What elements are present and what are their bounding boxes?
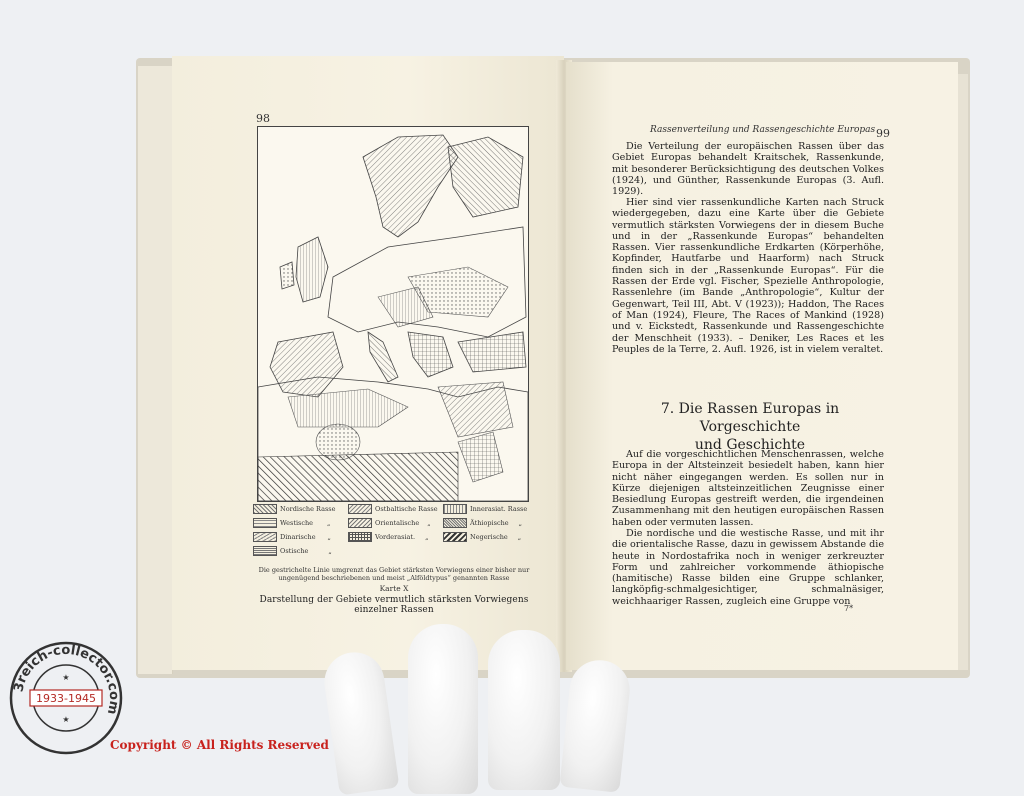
legend-swatch: [443, 532, 467, 542]
legend-item: [443, 518, 522, 528]
paragraph: Die nordische und die westische Rasse, und mit ihr die orientalische Rasse, dazu in gewissem Abstande die heute in Nordostafrika noch in weniger zerkreuzter Form und zahlreicher vorkommende äthiopische (hamitische) Rasse bilden eine Gruppe schlanker, langköpfig-schmalgesichtiger, schmalnäsiger, weichhaariger Rassen, zugleich eine Gruppe von: [612, 528, 884, 607]
section-heading: [610, 400, 890, 454]
legend-swatch: [348, 532, 372, 542]
legend-label: Negerische: [470, 533, 508, 541]
right-page-number: 99: [876, 127, 890, 140]
legend-label: Ostische: [280, 547, 309, 555]
map-legend: [253, 504, 537, 560]
copyright-notice: Copyright © All Rights Reserved: [110, 738, 329, 752]
legend-item: [348, 504, 438, 514]
map-caption: Die gestrichelte Linie umgrenzt das Gebiet stärksten Vorwiegens einer bisher nur ungenügend beschriebenen und meist „Alföldtypus“ genannten Rasse: [258, 566, 530, 582]
legend-swatch: [253, 504, 277, 514]
legend-item: [253, 546, 332, 556]
glove-finger: [408, 624, 478, 794]
legend-label: Ostbaltische Rasse: [375, 505, 438, 513]
legend-swatch: [443, 518, 467, 528]
legend-ditto: „: [425, 533, 429, 541]
legend-item: [253, 532, 331, 542]
legend-ditto: „: [518, 519, 522, 527]
section-heading-line: 7. Die Rassen Europas in Vorgeschichte: [660, 401, 840, 435]
glove-finger: [488, 630, 560, 790]
legend-label: Nordische Rasse: [280, 505, 336, 513]
map-label: Karte X: [379, 584, 409, 593]
left-page-number: 98: [256, 112, 270, 125]
legend-item: [253, 518, 330, 528]
stamp-years: 1933-1945: [36, 692, 96, 705]
legend-ditto: „: [327, 519, 331, 527]
signature-mark: 7*: [844, 604, 854, 613]
paragraph: Die Verteilung der europäischen Rassen über das Gebiet Europas behandelt Kraitschek, Rassenkunde, mit besonderer Berücksichtigung des deutschen Volkes (1924), und Günther, Rassenkunde Europas (3. Aufl. 1929).: [612, 141, 884, 198]
europe-race-map: [257, 126, 529, 502]
legend-swatch: [253, 518, 277, 528]
legend-label: Vorderasiat.: [375, 533, 416, 541]
legend-label: Westische: [280, 519, 314, 527]
legend-swatch: [253, 532, 277, 542]
legend-label: Dinarische: [280, 533, 316, 541]
legend-label: Innerasiat. Rasse: [470, 505, 528, 513]
legend-item: [348, 532, 428, 542]
legend-ditto: „: [327, 533, 331, 541]
legend-item: [253, 504, 335, 514]
legend-item: [443, 504, 527, 514]
map-title: Darstellung der Gebiete vermutlich stärksten Vorwiegens einzelner Rassen: [259, 595, 529, 615]
legend-item: [348, 518, 431, 528]
legend-ditto: „: [427, 519, 431, 527]
stamp-text: 3reich-collector.com: [11, 642, 122, 716]
section-heading-line: und Geschichte: [694, 437, 806, 453]
paragraph: Hier sind vier rassenkundliche Karten nach Struck wiedergegeben, dazu eine Karte über die Gebiete vermutlich stärksten Vorwiegens der in diesem Buche und in der „Rassenkunde Europas“ behandelten Rassen. Vier rassenkundliche Erdkarten (Körperhöhe, Kopfinder, Hautfarbe und Haarform) nach Struck finden sich in der „Rassenkunde Europas“. Für die Rassen der Erde vgl. Fischer, Spezielle Anthropologie, Rassenlehre (im Bande „Anthropologie“, Kultur der Gegenwart, Teil III, Abt. V (1923)); Haddon, The Races of Man (1924), Fleure, The Races of Mankind (1928) und v. Eickstedt, Rassenkunde und Rassengeschichte der Menschheit (1933). – Deniker, Les Races et les Peuples de la Terre, 2. Aufl. 1926, ist in vielem veraltet.: [612, 197, 884, 355]
legend-ditto: „: [517, 533, 522, 541]
legend-label: Orientalische: [375, 519, 420, 527]
legend-swatch: [348, 518, 372, 528]
book-cover-edge-left: [138, 66, 173, 674]
legend-item: [443, 532, 521, 542]
running-head: Rassenverteilung und Rassengeschichte Europas: [650, 125, 876, 135]
legend-ditto: „: [328, 547, 332, 555]
paragraph: Auf die vorgeschichtlichen Menschenrassen, welche Europa in der Altsteinzeit besiedelt haben, kann hier nicht näher eingegangen werden. Es sollen nur in Kürze diejenigen altsteinzeitlichen Zeugnisse einer Besiedlung Europas gestreift werden, die irgendeinen Zusammenhang mit den heutigen europäischen Rassen haben oder vermuten lassen.: [612, 449, 884, 528]
svg-text:★: ★: [62, 673, 70, 682]
svg-text:★: ★: [62, 715, 70, 724]
legend-swatch: [348, 504, 372, 514]
legend-label: Äthiopische: [470, 519, 509, 527]
map-illustration: [258, 127, 528, 501]
legend-swatch: [443, 504, 467, 514]
legend-swatch: [253, 546, 277, 556]
collector-stamp: [8, 640, 124, 756]
